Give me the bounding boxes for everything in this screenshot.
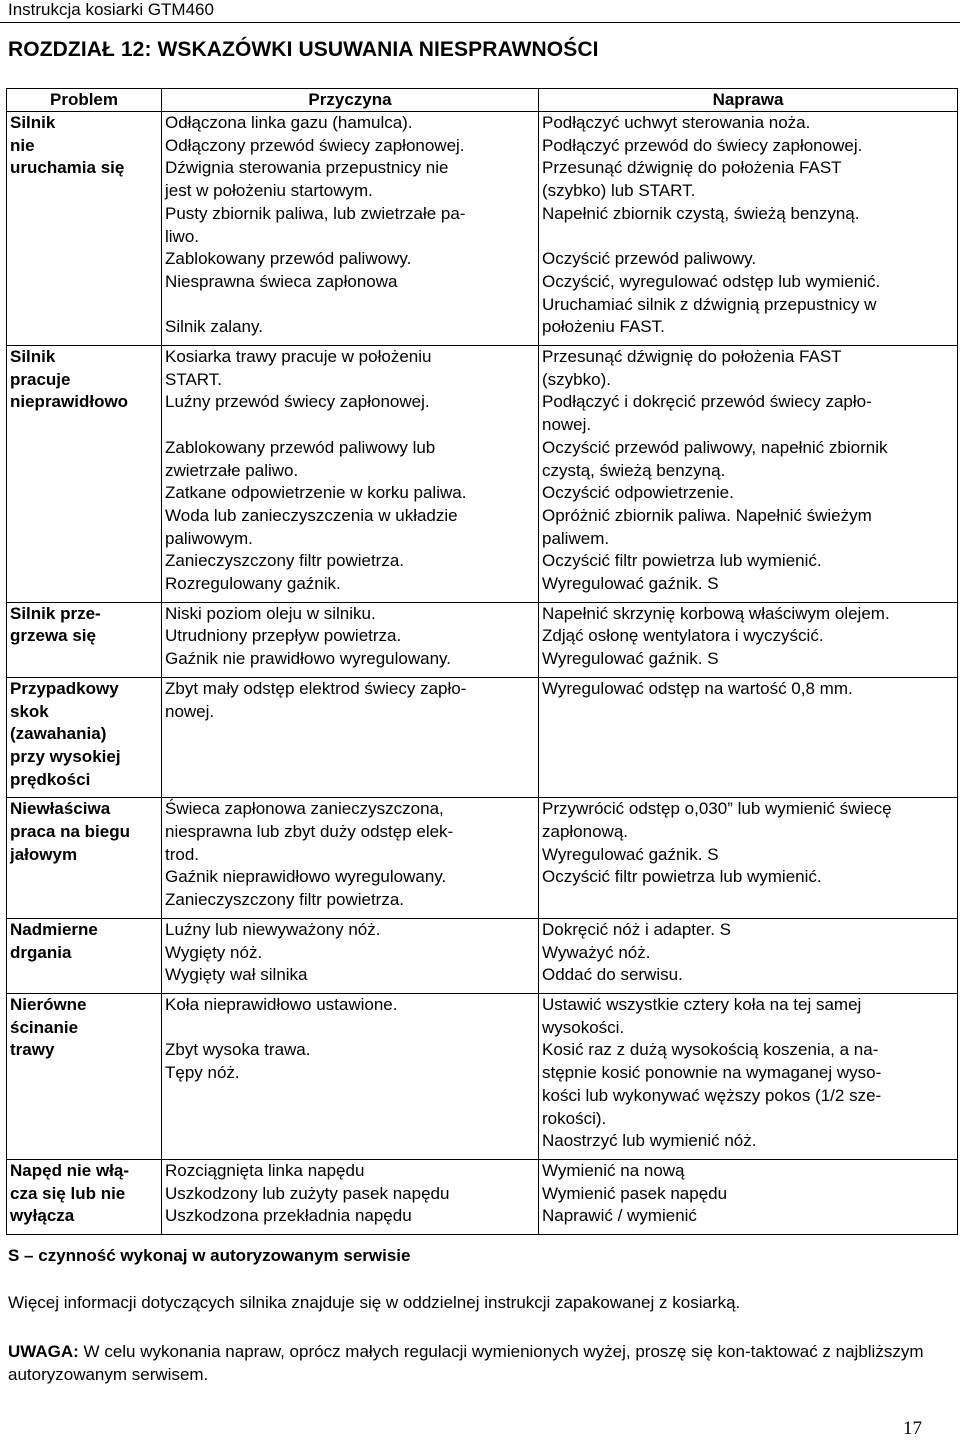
cell-line: Odłączona linka gazu (hamulca).	[165, 113, 413, 132]
cell-problem	[7, 112, 162, 346]
cell-line: Zbyt mały odstęp elektrod świecy zapło-	[165, 678, 467, 698]
cell-spacer	[165, 1017, 535, 1040]
cell-line: Tępy nóż.	[165, 1063, 240, 1083]
cell-line: liwo.	[165, 226, 200, 246]
cell-line: drgania	[10, 942, 72, 962]
cell-line: cza się lub nie	[10, 1183, 126, 1203]
cell-line: Nadmierne	[10, 919, 98, 939]
cell-problem	[7, 677, 162, 798]
cell-cause	[162, 346, 539, 603]
cell-cause	[162, 994, 539, 1160]
cell-line: Oczyścić filtr powietrza lub wymienić.	[542, 867, 822, 887]
header-rule	[0, 22, 960, 23]
cell-line: skok	[10, 701, 49, 721]
cell-line: Utrudniony przepływ powietrza.	[165, 626, 402, 646]
cell-line: niesprawna lub zbyt duży odstęp elek-	[165, 822, 454, 842]
column-header-cause: Przyczyna	[162, 89, 539, 112]
cell-line: Uruchamiać silnik z dźwignią przepustnicy w	[542, 294, 877, 314]
cell-line: Podłączyć przewód do świecy zapłonowej.	[542, 135, 863, 155]
cell-spacer	[165, 294, 535, 317]
cell-line: Wyregulować gaźnik. S	[542, 649, 719, 669]
cell-line: położeniu FAST.	[542, 317, 665, 337]
cell-line: START.	[165, 369, 222, 389]
table-row	[7, 112, 958, 346]
cell-line: Rozciągnięta linka napędu	[165, 1160, 365, 1180]
table-row	[7, 346, 958, 603]
cell-line: Wymienić pasek napędu	[542, 1183, 728, 1203]
cell-line: Przypadkowy	[10, 678, 119, 698]
cell-line: Gaźnik nie prawidłowo wyregulowany.	[165, 649, 451, 669]
table-row	[7, 602, 958, 677]
cell-line: paliwowym.	[165, 528, 253, 548]
engine-info-note: Więcej informacji dotyczących silnika znajduje się w oddzielnej instrukcji zapakowanej z kosiarką.	[8, 1293, 741, 1312]
cell-line: Wymienić na nową	[542, 1160, 685, 1180]
cell-line: Oczyścić przewód paliwowy, napełnić zbiornik	[542, 437, 888, 457]
table-header-row	[7, 89, 958, 112]
troubleshooting-table	[6, 88, 958, 1235]
cell-line: (zawahania)	[10, 724, 107, 744]
cell-line: uruchamia się	[10, 158, 125, 178]
cell-line: Opróżnić zbiornik paliwa. Napełnić świeżym	[542, 505, 872, 525]
cell-line: Uszkodzony lub zużyty pasek napędu	[165, 1183, 450, 1203]
cell-line: Nierówne	[10, 995, 87, 1014]
cell-line: Wyważyć nóż.	[542, 942, 651, 962]
cell-line: jest w położeniu startowym.	[165, 181, 373, 201]
warning-note	[8, 1340, 954, 1386]
cell-line: nowej.	[542, 415, 592, 435]
cell-cause	[162, 602, 539, 677]
cell-line: Pusty zbiornik paliwa, lub zwietrzałe pa-	[165, 203, 466, 223]
cell-line: paliwem.	[542, 528, 610, 548]
cell-line: (szybko) lub START.	[542, 181, 696, 201]
cell-line: Wyregulować gaźnik. S	[542, 844, 719, 864]
cell-fix	[539, 994, 958, 1160]
cell-line: praca na biegu	[10, 822, 130, 842]
cell-line: Oczyścić przewód paliwowy.	[542, 249, 757, 269]
cell-line: nieprawidłowo	[10, 392, 129, 412]
cell-line: prędkości	[10, 769, 91, 789]
cell-line: Oddać do serwisu.	[542, 965, 683, 985]
cell-line: Wygięty wał silnika	[165, 965, 308, 985]
cell-line: kości lub wykonywać węższy pokos (1/2 sze-	[542, 1085, 882, 1105]
table-row	[7, 677, 958, 798]
cell-line: Podłączyć i dokręcić przewód świecy zapło-	[542, 392, 872, 412]
cell-line: Koła nieprawidłowo ustawione.	[165, 995, 398, 1014]
cell-line: trawy	[10, 1040, 55, 1060]
cell-line: Wygięty nóż.	[165, 942, 263, 962]
table-row	[7, 918, 958, 993]
cell-line: stępnie kosić ponownie na wymaganej wyso-	[542, 1063, 882, 1083]
cell-line: Zbyt wysoka trawa.	[165, 1040, 311, 1060]
cell-problem	[7, 346, 162, 603]
cell-problem	[7, 918, 162, 993]
cell-line: zapłonową.	[542, 822, 629, 842]
cell-fix	[539, 112, 958, 346]
cell-line: wysokości.	[542, 1017, 625, 1037]
cell-line: Oczyścić filtr powietrza lub wymienić.	[542, 551, 822, 571]
cell-fix	[539, 918, 958, 993]
cell-line: Silnik	[10, 347, 56, 367]
cell-line: wyłącza	[10, 1206, 75, 1226]
cell-line: Zatkane odpowietrzenie w korku paliwa.	[165, 483, 467, 503]
cell-fix	[539, 602, 958, 677]
cell-line: Wyregulować gaźnik. S	[542, 574, 719, 594]
cell-line: Napęd nie włą-	[10, 1160, 130, 1180]
cell-line: Napełnić skrzynię korbową właściwym olejem.	[542, 603, 890, 623]
cell-line: Ustawić wszystkie cztery koła na tej samej	[542, 995, 862, 1014]
cell-line: Świeca zapłonowa zanieczyszczona,	[165, 799, 444, 819]
cell-line: Zablokowany przewód paliwowy lub	[165, 437, 436, 457]
cell-line: ścinanie	[10, 1017, 79, 1037]
cell-line: grzewa się	[10, 626, 96, 646]
cell-line: trod.	[165, 844, 200, 864]
cell-line: Odłączony przewód świecy zapłonowej.	[165, 135, 465, 155]
cell-line: Zdjąć osłonę wentylatora i wyczyścić.	[542, 626, 824, 646]
cell-line: Przesunąć dźwignię do położenia FAST	[542, 347, 842, 367]
cell-line: Przywrócić odstęp o,030” lub wymienić świecę	[542, 799, 892, 819]
cell-line: Rozregulowany gaźnik.	[165, 574, 341, 594]
cell-line: Uszkodzona przekładnia napędu	[165, 1206, 412, 1226]
warning-label: UWAGA:	[8, 1342, 79, 1361]
cell-line: Kosiarka trawy pracuje w położeniu	[165, 347, 432, 367]
cell-line: Podłączyć uchwyt sterowania noża.	[542, 113, 811, 132]
cell-line: zwietrzałe paliwo.	[165, 460, 299, 480]
column-header-fix: Naprawa	[539, 89, 958, 112]
cell-line: Zanieczyszczony filtr powietrza.	[165, 551, 405, 571]
cell-cause	[162, 798, 539, 919]
cell-line: Wyregulować odstęp na wartość 0,8 mm.	[542, 678, 853, 698]
cell-line: Silnik zalany.	[165, 317, 263, 337]
cell-cause	[162, 918, 539, 993]
cell-line: Napełnić zbiornik czystą, świeżą benzyną.	[542, 203, 860, 223]
table-row	[7, 798, 958, 919]
cell-fix	[539, 677, 958, 798]
cell-line: Silnik prze-	[10, 603, 101, 623]
cell-line: Luźny przewód świecy zapłonowej.	[165, 392, 430, 412]
cell-line: Niesprawna świeca zapłonowa	[165, 271, 398, 291]
cell-fix	[539, 346, 958, 603]
warning-text: W celu wykonania napraw, oprócz małych regulacji wymienionych wyżej, proszę się kon-taktować z najbliższym autoryzowanym serwisem.	[8, 1342, 924, 1384]
cell-line: Zanieczyszczony filtr powietrza.	[165, 890, 405, 910]
cell-line: rokości).	[542, 1108, 607, 1128]
cell-line: Niewłaściwa	[10, 799, 111, 819]
cell-line: jałowym	[10, 844, 78, 864]
cell-line: Dźwignia sterowania przepustnicy nie	[165, 158, 449, 178]
cell-line: pracuje	[10, 369, 71, 389]
cell-problem	[7, 994, 162, 1160]
cell-line: Naprawić / wymienić	[542, 1206, 697, 1226]
cell-spacer	[165, 414, 535, 437]
cell-line: nowej.	[165, 701, 215, 721]
cell-cause	[162, 112, 539, 346]
cell-problem	[7, 798, 162, 919]
document-header-title: Instrukcja kosiarki GTM460	[8, 0, 214, 19]
column-header-problem: Problem	[7, 89, 162, 112]
cell-line: czystą, świeżą benzyną.	[542, 460, 726, 480]
service-note: S – czynność wykonaj w autoryzowanym serwisie	[8, 1246, 411, 1265]
cell-cause	[162, 677, 539, 798]
cell-line: (szybko).	[542, 369, 611, 389]
cell-line: Zablokowany przewód paliwowy.	[165, 249, 412, 269]
table-row	[7, 1159, 958, 1234]
cell-line: Woda lub zanieczyszczenia w układzie	[165, 505, 458, 525]
cell-fix	[539, 798, 958, 919]
cell-line: Kosić raz z dużą wysokością koszenia, a na-	[542, 1040, 879, 1060]
cell-problem	[7, 602, 162, 677]
cell-fix	[539, 1159, 958, 1234]
table-body	[7, 112, 958, 1235]
cell-line: Naostrzyć lub wymienić nóż.	[542, 1131, 757, 1151]
table-row	[7, 994, 958, 1160]
cell-line: Dokręcić nóż i adapter. S	[542, 919, 731, 939]
cell-line: przy wysokiej	[10, 746, 121, 766]
page-number: 17	[903, 1418, 922, 1439]
cell-line: nie	[10, 135, 35, 155]
cell-spacer	[542, 226, 954, 249]
cell-line: Silnik	[10, 113, 56, 132]
cell-line: Oczyścić odpowietrzenie.	[542, 483, 734, 503]
cell-line: Przesunąć dźwignię do położenia FAST	[542, 158, 842, 178]
cell-line: Niski poziom oleju w silniku.	[165, 603, 376, 623]
cell-line: Gaźnik nieprawidłowo wyregulowany.	[165, 867, 447, 887]
chapter-title: ROZDZIAŁ 12: WSKAZÓWKI USUWANIA NIESPRAWNOŚCI	[8, 38, 599, 61]
cell-line: Oczyścić, wyregulować odstęp lub wymienić.	[542, 271, 881, 291]
cell-problem	[7, 1159, 162, 1234]
cell-cause	[162, 1159, 539, 1234]
cell-line: Luźny lub niewyważony nóż.	[165, 919, 381, 939]
